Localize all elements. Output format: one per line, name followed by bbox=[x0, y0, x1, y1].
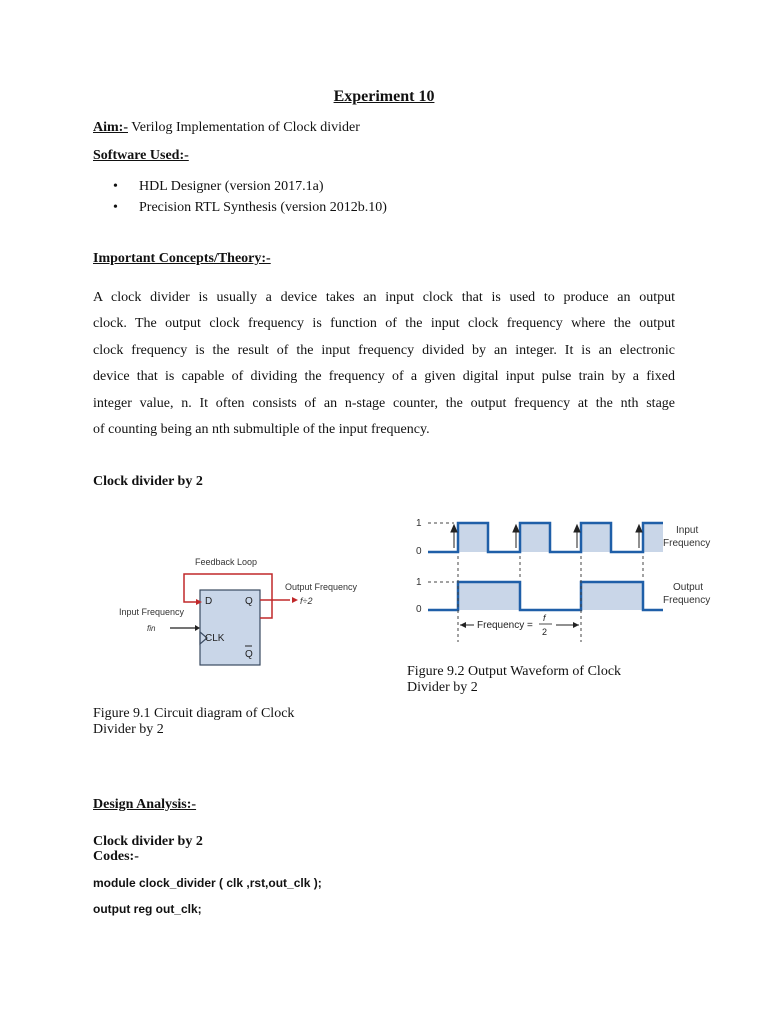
list-item bbox=[113, 197, 387, 218]
feedback-loop-label: Feedback Loop bbox=[195, 557, 258, 567]
aim-label: Aim:- bbox=[93, 120, 128, 135]
design-subheading: Clock divider by 2 bbox=[93, 834, 203, 849]
input-level-low: 0 bbox=[416, 546, 422, 557]
theory-line: clock frequency is the result of the input frequency divided by an integer. It is an electronic bbox=[93, 342, 675, 358]
figure2-caption-line: Divider by 2 bbox=[407, 680, 478, 695]
theory-line: clock. The output clock frequency is function of the input clock frequency where the output bbox=[93, 316, 675, 332]
pin-qbar-label: Q bbox=[245, 649, 253, 660]
page-title: Experiment 10 bbox=[333, 88, 435, 105]
software-list bbox=[113, 176, 387, 218]
figure2-caption bbox=[407, 664, 621, 696]
fraction-denominator: 2 bbox=[542, 627, 548, 637]
theory-paragraph bbox=[93, 285, 675, 443]
theory-line: integer value, n. It often consists of an n-stage counter, the output frequency at the nth stage bbox=[93, 395, 675, 411]
input-arrow-icon bbox=[195, 625, 200, 631]
input-frequency-label-2: Frequency bbox=[663, 538, 711, 549]
list-item bbox=[113, 176, 387, 197]
pin-clk-label: CLK bbox=[205, 633, 225, 644]
theory-line: A clock divider is usually a device takes an input clock that is used to produce an output bbox=[93, 290, 675, 305]
theory-heading: Important Concepts/Theory:- bbox=[93, 251, 271, 266]
frequency-label: Frequency = bbox=[477, 620, 533, 631]
figure1-caption-line: Divider by 2 bbox=[93, 722, 164, 737]
input-symbol: fin bbox=[147, 624, 156, 633]
output-wave-fills bbox=[458, 582, 643, 610]
input-level-high: 1 bbox=[416, 518, 422, 529]
theory-line: device that is capable of dividing the frequency of a given digital input pulse train by a fixed bbox=[93, 369, 675, 385]
code-line: output reg out_clk; bbox=[93, 902, 202, 916]
design-heading: Design Analysis:- bbox=[93, 797, 197, 812]
period-left-arrow-icon bbox=[460, 622, 466, 628]
input-frequency-label-1: Input bbox=[676, 525, 699, 536]
output-level-high: 1 bbox=[416, 577, 422, 588]
pin-d-label: D bbox=[205, 596, 213, 607]
software-item: Precision RTL Synthesis (version 2012b.10) bbox=[139, 200, 387, 215]
input-frequency-label: Input Frequency bbox=[119, 607, 185, 617]
waveform-diagram bbox=[380, 508, 725, 648]
output-frequency-label-1: Output bbox=[673, 582, 704, 593]
bullet-icon: • bbox=[113, 179, 118, 194]
theory-line: of counting being an nth submultiple of the input frequency. bbox=[93, 422, 430, 438]
output-frequency-label: Output Frequency bbox=[285, 582, 358, 592]
figure2-caption-line: Figure 9.2 Output Waveform of Clock bbox=[407, 664, 622, 679]
code-line: module clock_divider ( clk ,rst,out_clk ); bbox=[93, 876, 322, 890]
figure1-caption bbox=[93, 706, 294, 738]
output-arrow-icon bbox=[292, 597, 298, 603]
codes-label: Codes:- bbox=[93, 849, 139, 864]
software-item: HDL Designer (version 2017.1a) bbox=[139, 179, 324, 194]
clock-divider-heading: Clock divider by 2 bbox=[93, 474, 203, 489]
output-level-low: 0 bbox=[416, 604, 422, 615]
aim-text: Verilog Implementation of Clock divider bbox=[128, 120, 360, 135]
pin-q-label: Q bbox=[245, 596, 253, 607]
fraction-numerator: f bbox=[543, 613, 546, 623]
figure1-caption-line: Figure 9.1 Circuit diagram of Clock bbox=[93, 706, 295, 721]
circuit-diagram bbox=[112, 550, 374, 670]
output-frequency-label-2: Frequency bbox=[663, 595, 711, 606]
bullet-icon: • bbox=[113, 200, 118, 215]
period-right-arrow-icon bbox=[573, 622, 579, 628]
output-symbol: f÷2 bbox=[300, 596, 313, 606]
software-heading: Software Used:- bbox=[93, 148, 189, 163]
aim-line bbox=[93, 120, 360, 136]
